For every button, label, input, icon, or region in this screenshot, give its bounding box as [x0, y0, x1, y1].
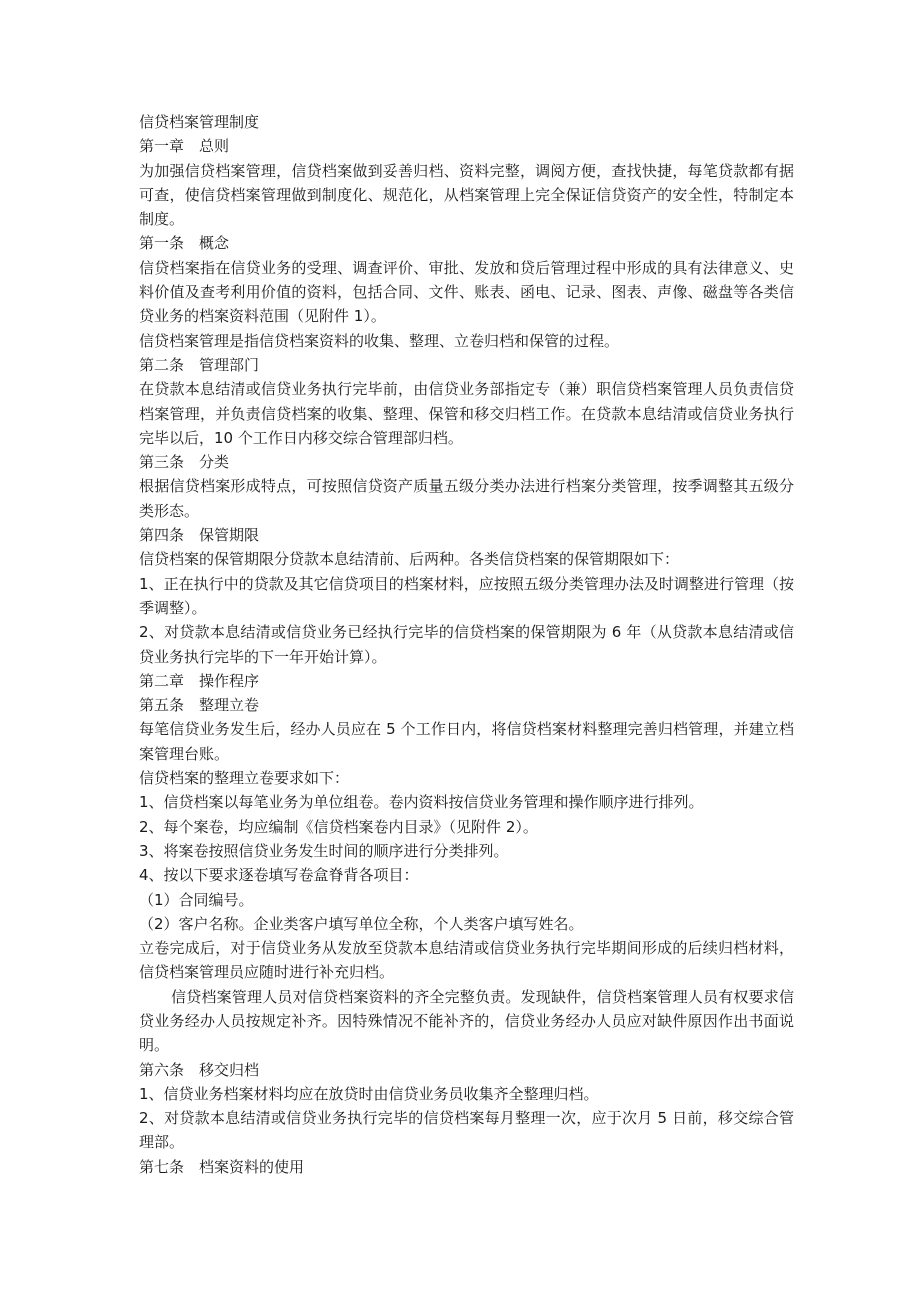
- paragraph: 第二条 管理部门: [139, 355, 260, 374]
- paragraph: 第二章 操作程序: [139, 671, 260, 690]
- paragraph: 1、信贷业务档案材料均应在放贷时由信贷业务员收集齐全整理归档。: [139, 1084, 599, 1103]
- paragraph: 2、对贷款本息结清或信贷业务执行完毕的信贷档案每月整理一次，应于次月 5 日前，移交综合管理部。: [139, 1109, 794, 1152]
- paragraph: 立卷完成后，对于信贷业务从发放至贷款本息结清或信贷业务执行完毕期间形成的后续归档材料，信贷档案管理员应随时进行补充归档。: [139, 939, 794, 982]
- paragraph: 为加强信贷档案管理，信贷档案做到妥善归档、资料完整，调阅方便，查找快捷，每笔贷款都有据可查，使信贷档案管理做到制度化、规范化，从档案管理上完全保证信贷资产的安全性，特制定本制度。: [139, 161, 794, 229]
- paragraph: 第七条 档案资料的使用: [139, 1157, 305, 1176]
- paragraph: 2、对贷款本息结清或信贷业务已经执行完毕的信贷档案的保管期限为 6 年（从贷款本息结清或信贷业务执行完毕的下一年开始计算）。: [139, 623, 794, 666]
- paragraph: 第三条 分类: [139, 453, 230, 472]
- document-page: [139, 110, 794, 1179]
- paragraph: 第一条 概念: [139, 234, 230, 253]
- paragraph: 第六条 移交归档: [139, 1060, 260, 1079]
- paragraph: 在贷款本息结清或信贷业务执行完毕前，由信贷业务部指定专（兼）职信贷档案管理人员负责信贷档案管理，并负责信贷档案的收集、整理、保管和移交归档工作。在贷款本息结清或信贷业务执行完毕以后，10 个工作日内移交综合管理部归档。: [139, 380, 794, 447]
- paragraph: 信贷档案的保管期限分贷款本息结清前、后两种。各类信贷档案的保管期限如下：: [139, 550, 680, 569]
- document-title: 信贷档案管理制度: [139, 113, 260, 131]
- paragraph: 3、将案卷按照信贷业务发生时间的顺序进行分类排列。: [139, 841, 509, 860]
- paragraph: 第一章 总则: [139, 137, 230, 156]
- paragraph: （1）合同编号。: [139, 890, 254, 909]
- paragraph: 信贷档案管理是指信贷档案资料的收集、整理、立卷归档和保管的过程。: [139, 331, 620, 350]
- paragraph: 2、每个案卷，均应编制《信贷档案卷内目录》（见附件 2）。: [139, 817, 538, 836]
- paragraph: 1、信贷档案以每笔业务为单位组卷。卷内资料按信贷业务管理和操作顺序进行排列。: [139, 793, 704, 812]
- paragraph: 第四条 保管期限: [139, 526, 260, 545]
- paragraph: 信贷档案的整理立卷要求如下：: [139, 769, 350, 788]
- paragraph: 信贷档案管理人员对信贷档案资料的齐全完整负责。发现缺件，信贷档案管理人员有权要求信贷业务经办人员按规定补齐。因特殊情况不能补齐的，信贷业务经办人员应对缺件原因作出书面说明。: [139, 987, 794, 1055]
- paragraph: 1、正在执行中的贷款及其它信贷项目的档案材料，应按照五级分类管理办法及时调整进行管理（按季调整）。: [139, 574, 794, 617]
- paragraph: 根据信贷档案形成特点，可按照信贷资产质量五级分类办法进行档案分类管理，按季调整其五级分类形态。: [139, 477, 794, 520]
- paragraph: 信贷档案指在信贷业务的受理、调查评价、审批、发放和贷后管理过程中形成的具有法律意义、史料价值及查考利用价值的资料，包括合同、文件、账表、函电、记录、图表、声像、磁盘等各类信贷业务的档案资料范围（见附件 1）。: [139, 258, 794, 326]
- paragraph: 第五条 整理立卷: [139, 696, 260, 715]
- paragraph: 每笔信贷业务发生后，经办人员应在 5 个工作日内，将信贷档案材料整理完善归档管理，并建立档案管理台账。: [139, 720, 794, 763]
- paragraph: （2）客户名称。企业类客户填写单位全称，个人类客户填写姓名。: [139, 914, 584, 933]
- document-body: [139, 134, 794, 1179]
- paragraph: 4、按以下要求逐卷填写卷盒脊背各项目：: [139, 866, 419, 885]
